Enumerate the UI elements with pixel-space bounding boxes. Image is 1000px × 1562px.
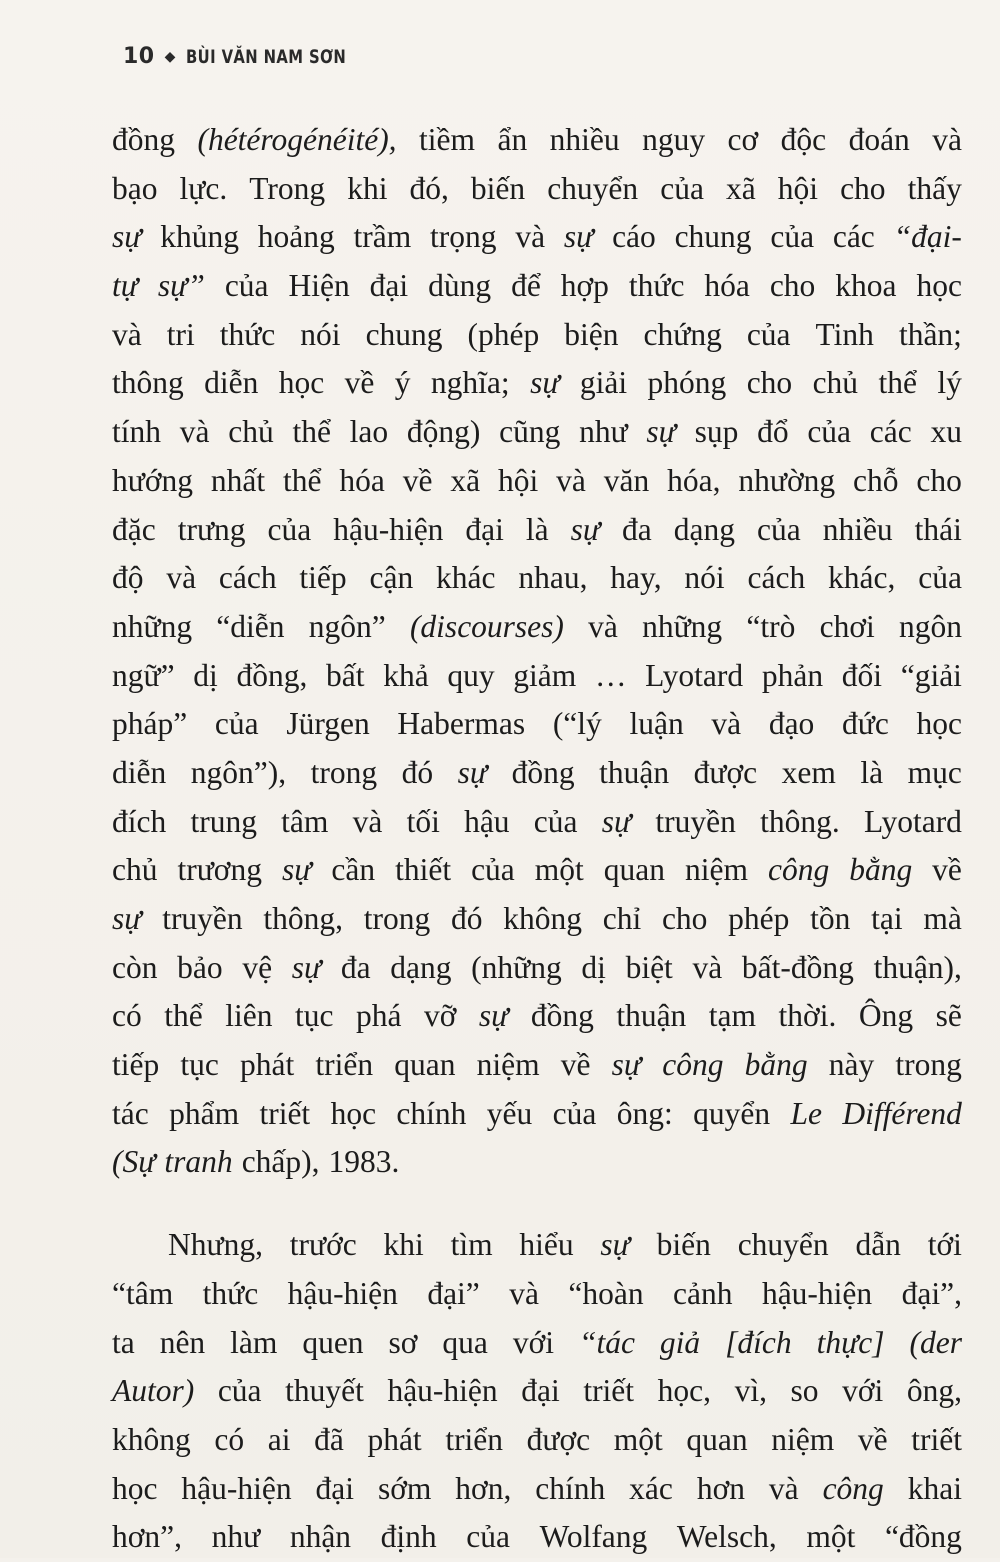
text-line: chủ trương sự cần thiết của một quan niệm công bằng về: [112, 852, 962, 888]
text-line: tự sự” của Hiện đại dùng để hợp thức hóa cho khoa học: [112, 268, 962, 304]
text-line: tiếp tục phát triển quan niệm về sự công bằng này trong: [112, 1047, 962, 1083]
text-line: không có ai đã phát triển được một quan niệm về triết: [112, 1421, 962, 1457]
text-line: còn bảo vệ sự đa dạng (những dị biệt và bất-đồng thuận),: [112, 949, 962, 985]
paragraph-2: [112, 1221, 962, 1562]
page-number: 10: [123, 44, 155, 69]
text-line: độ và cách tiếp cận khác nhau, hay, nói cách khác, của: [112, 560, 962, 596]
text-line: thông diễn học về ý nghĩa; sự giải phóng cho chủ thể lý: [112, 365, 962, 401]
text-line: sự khủng hoảng trầm trọng và sự cáo chung của các “đại-: [112, 219, 962, 255]
text-line: (Sự tranh chấp), 1983.: [112, 1144, 400, 1180]
text-line: bạo lực. Trong khi đó, biến chuyển của xã hội cho thấy: [112, 170, 962, 206]
text-line: Autor) của thuyết hậu-hiện đại triết học, vì, so với ông,: [112, 1373, 962, 1409]
text-line: và tri thức nói chung (phép biện chứng của Tinh thần;: [112, 316, 962, 352]
text-line: tính và chủ thể lao động) cũng như sự sụp đổ của các xu: [112, 414, 962, 450]
running-header: [123, 44, 391, 69]
text-line: đích trung tâm và tối hậu của sự truyền thông. Lyotard: [112, 803, 962, 839]
text-line: tác phẩm triết học chính yếu của ông: quyển Le Différend: [112, 1095, 962, 1131]
text-line: sự truyền thông, trong đó không chỉ cho phép tồn tại mà: [112, 901, 962, 936]
text-line: ta nên làm quen sơ qua với “tác giả [đích thực] (der: [112, 1324, 962, 1360]
text-line: đặc trưng của hậu-hiện đại là sự đa dạng của nhiều thái: [112, 511, 962, 547]
text-line: những “diễn ngôn” (discourses) và những “trò chơi ngôn: [112, 608, 962, 644]
text-line: Nhưng, trước khi tìm hiểu sự biến chuyển dẫn tới: [168, 1227, 962, 1263]
text-line: hướng nhất thể hóa về xã hội và văn hóa, nhường chỗ cho: [112, 462, 962, 498]
text-line: ngữ” dị đồng, bất khả quy giảm … Lyotard phản đối “giải: [112, 657, 962, 693]
text-line: “tâm thức hậu-hiện đại” và “hoàn cảnh hậu-hiện đại”,: [112, 1275, 962, 1311]
running-head-author: BÙI VĂN NAM SƠN: [185, 45, 347, 68]
text-line: pháp” của Jürgen Habermas (“lý luận và đạo đức học: [112, 706, 962, 742]
paragraph-gap: [112, 1187, 962, 1221]
diamond-separator-icon: ◆: [164, 48, 176, 65]
body-text: [112, 116, 962, 1562]
text-line: đồng (hétérogénéité), tiềm ẩn nhiều nguy cơ độc đoán và: [112, 122, 962, 157]
text-line: hơn”, như nhận định của Wolfang Welsch, một “đồng: [112, 1519, 962, 1555]
text-line: diễn ngôn”), trong đó sự đồng thuận được xem là mục: [112, 754, 962, 790]
text-line: học hậu-hiện đại sớm hơn, chính xác hơn và công khai: [112, 1470, 962, 1506]
paragraph-1: [112, 116, 962, 1187]
text-line: có thể liên tục phá vỡ sự đồng thuận tạm thời. Ông sẽ: [112, 998, 962, 1034]
